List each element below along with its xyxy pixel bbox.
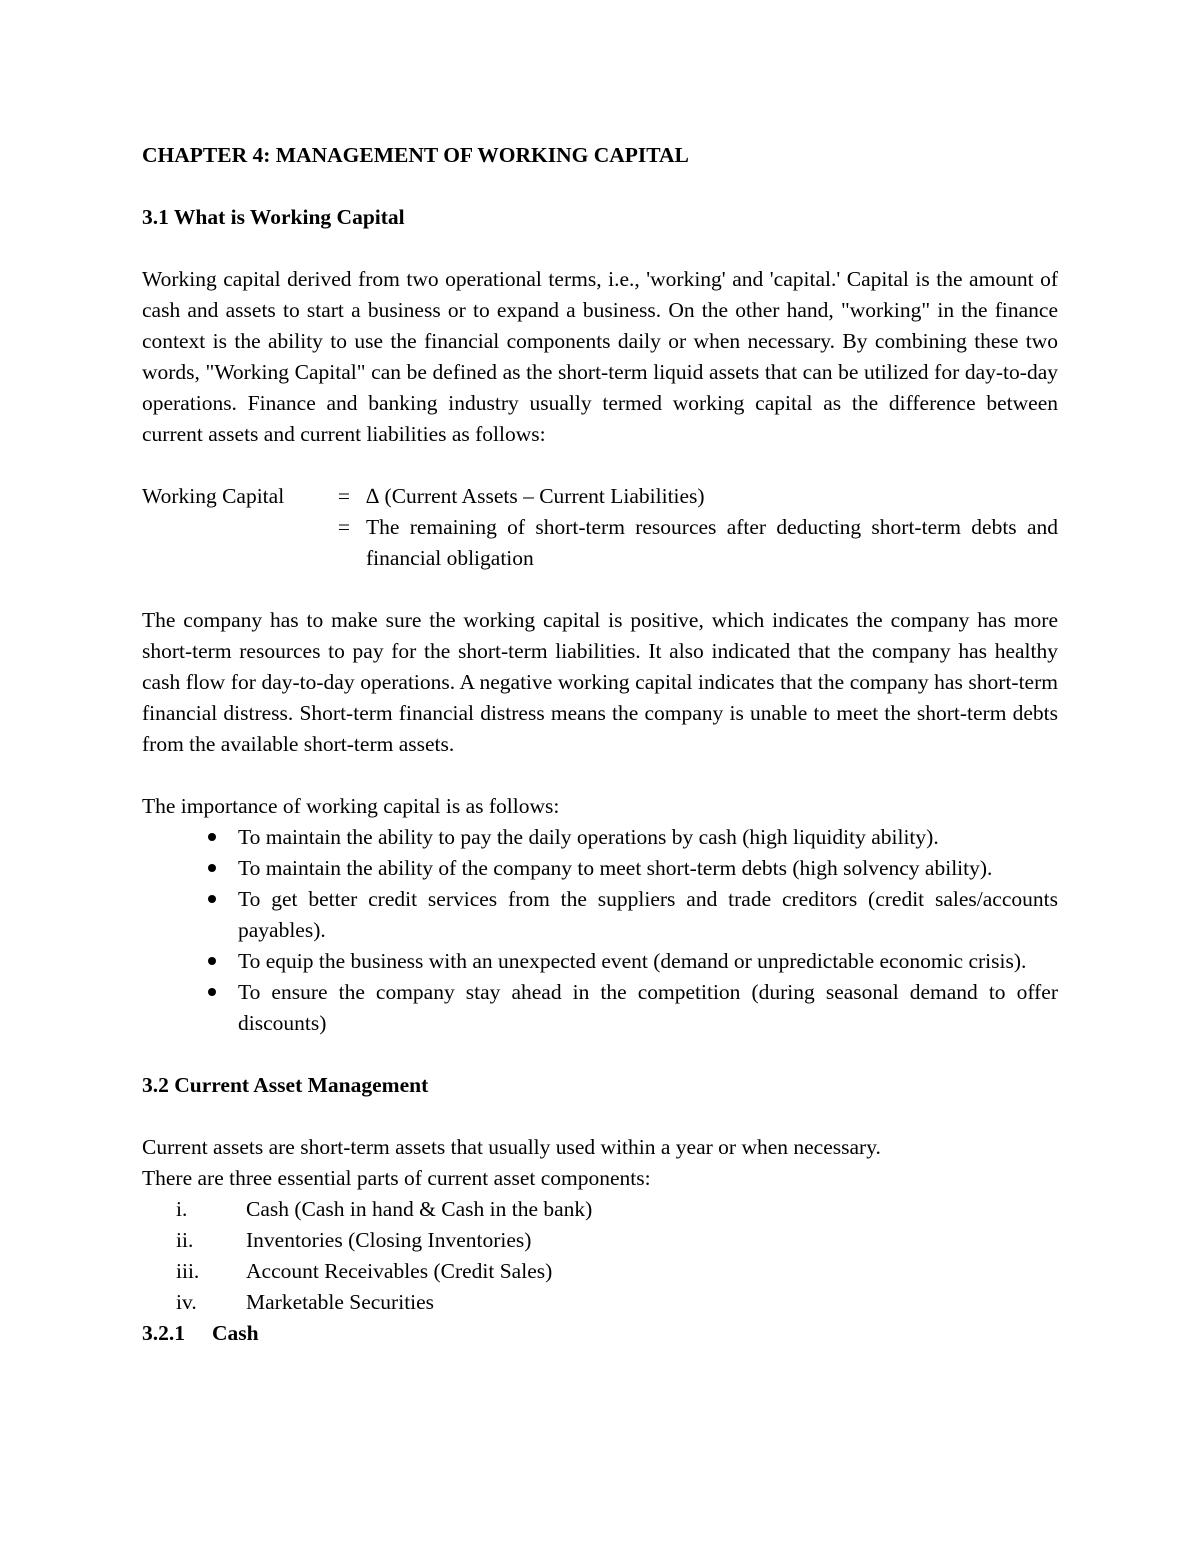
page-content: [142, 140, 1058, 1349]
components-list: [142, 1194, 1058, 1318]
formula-line-2: The remaining of short-term resources after deducting short-term debts and financial obligation: [366, 515, 1058, 570]
list-item-text: To maintain the ability to pay the daily operations by cash (high liquidity ability).: [238, 825, 939, 849]
subsection-number: 3.2.1: [142, 1321, 185, 1345]
list-item-number: iv.: [176, 1290, 197, 1314]
formula-label: Working Capital: [142, 484, 285, 508]
subsection-heading-3-2-1: [142, 1318, 1058, 1349]
formula-line-1: ∆ (Current Assets – Current Liabilities): [366, 484, 705, 508]
list-item-text: Account Receivables (Credit Sales): [246, 1259, 553, 1283]
section-heading-3-1: 3.1 What is Working Capital: [142, 205, 405, 229]
list-item-text: Cash (Cash in hand & Cash in the bank): [246, 1197, 593, 1221]
bullet-icon: [208, 988, 216, 996]
components-lead: There are three essential parts of current asset components:: [142, 1166, 651, 1190]
importance-list: [142, 822, 1058, 1039]
paragraph-positive-working-capital: The company has to make sure the working capital is positive, which indicates the company has more short-term resources to pay for the short-term liabilities. It also indicated that the company has healthy cash flow for day-to-day operations. A negative working capital indicates that the company has short-term financial distress. Short-term financial distress means the company is unable to meet the short-term debts from the available short-term assets.: [142, 608, 1058, 756]
list-item: [176, 1287, 1058, 1318]
bullet-icon: [208, 895, 216, 903]
list-item-number: iii.: [176, 1259, 200, 1283]
list-item: [176, 1225, 1058, 1256]
subsection-title: Cash: [212, 1321, 259, 1345]
list-item-text: To ensure the company stay ahead in the competition (during seasonal demand to offer discounts): [238, 980, 1058, 1035]
list-item: [208, 853, 1058, 884]
list-item: [208, 884, 1058, 946]
list-item-text: Inventories (Closing Inventories): [246, 1228, 532, 1252]
list-item-text: To get better credit services from the suppliers and trade creditors (credit sales/accounts payables).: [238, 887, 1058, 942]
list-item: [176, 1256, 1058, 1287]
list-item: [176, 1194, 1058, 1225]
paragraph-definition: Working capital derived from two operational terms, i.e., 'working' and 'capital.' Capital is the amount of cash and assets to start a business or to expand a business. On the other hand, "working" in the finance context is the ability to use the financial components daily or when necessary. By combining these two words, "Working Capital" can be defined as the short-term liquid assets that can be utilized for day-to-day operations. Finance and banking industry usually termed working capital as the difference between current assets and current liabilities as follows:: [142, 267, 1058, 446]
formula-equals-1: =: [337, 484, 351, 508]
formula-equals-2: =: [337, 515, 351, 539]
section-heading-3-2: 3.2 Current Asset Management: [142, 1073, 429, 1097]
importance-lead: The importance of working capital is as follows:: [142, 794, 560, 818]
bullet-icon: [208, 864, 216, 872]
list-item-text: To equip the business with an unexpected event (demand or unpredictable economic crisis).: [238, 949, 1027, 973]
list-item-text: To maintain the ability of the company to meet short-term debts (high solvency ability).: [238, 856, 993, 880]
list-item: [208, 946, 1058, 977]
bullet-icon: [208, 957, 216, 965]
bullet-icon: [208, 833, 216, 841]
list-item-number: ii.: [176, 1228, 194, 1252]
current-assets-definition: Current assets are short-term assets that usually used within a year or when necessary.: [142, 1135, 881, 1159]
list-item-number: i.: [176, 1197, 188, 1221]
list-item: [208, 822, 1058, 853]
chapter-title: CHAPTER 4: MANAGEMENT OF WORKING CAPITAL: [142, 143, 689, 167]
list-item: [208, 977, 1058, 1039]
list-item-text: Marketable Securities: [246, 1290, 435, 1314]
working-capital-formula: [142, 481, 1058, 574]
